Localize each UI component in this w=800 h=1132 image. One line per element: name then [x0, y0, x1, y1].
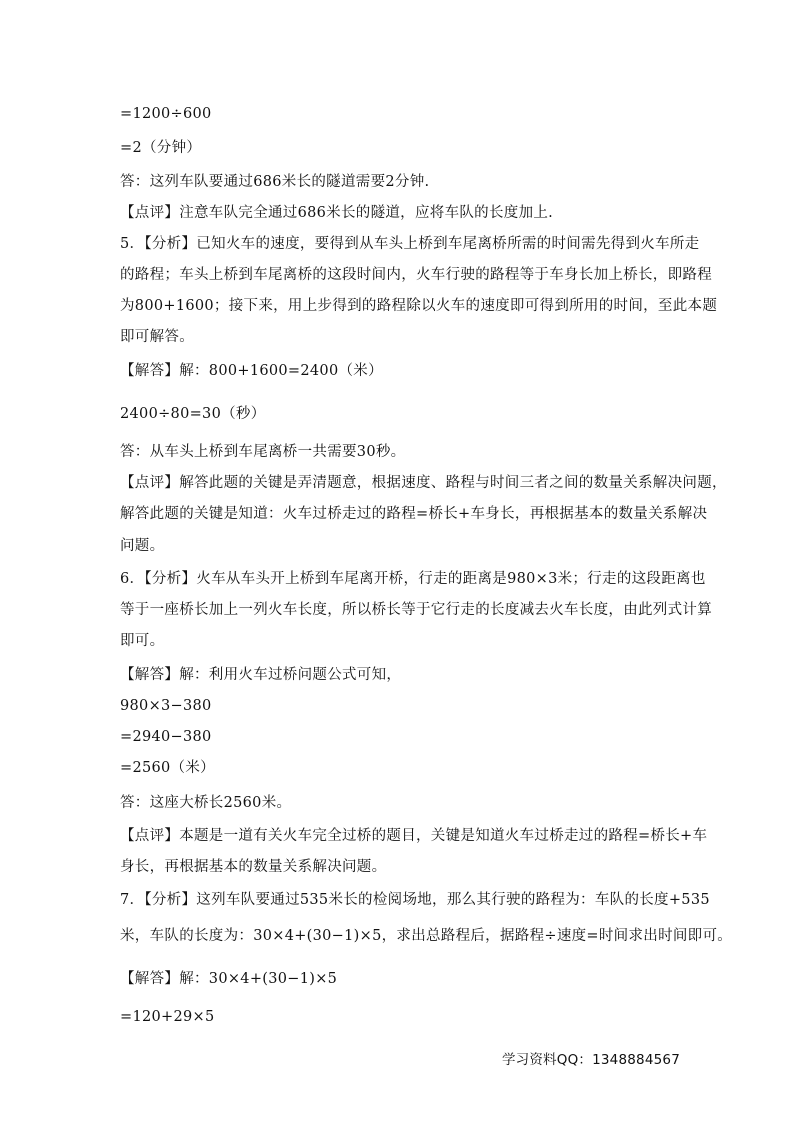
line-9: 【解答】解：800+1600=2400（米）: [120, 363, 383, 379]
line-20: =2940−380: [120, 729, 212, 745]
page-footer: 学习资料QQ：1348884567: [501, 1052, 680, 1068]
line-27: 【解答】解：30×4+(30−1)×5: [120, 971, 338, 987]
line-2: =2（分钟）: [120, 140, 202, 156]
line-12: 【点评】解答此题的关键是弄清题意，根据速度、路程与时间三者之间的数量关系解决问题，: [120, 475, 727, 491]
line-7: 为800+1600；接下来，用上步得到的路程除以火车的速度即可得到所用的时间，至此本题: [120, 298, 718, 314]
line-13: 解答此题的关键是知道：火车过桥走过的路程=桥长+车身长，再根据基本的数量关系解决: [120, 506, 708, 522]
line-24: 身长，再根据基本的数量关系解决问题。: [120, 859, 387, 875]
line-10: 2400÷80=30（秒）: [120, 406, 266, 422]
line-6: 的路程；车头上桥到车尾离桥的这段时间内，火车行驶的路程等于车身长加上桥长，即路程: [120, 267, 712, 283]
line-16: 等于一座桥长加上一列火车长度，所以桥长等于它行走的长度减去火车长度，由此列式计算: [120, 602, 712, 618]
line-26: 米，车队的长度为：30×4+(30−1)×5，求出总路程后，据路程÷速度=时间求出时间即可。: [120, 928, 733, 944]
line-19: 980×3−380: [120, 698, 212, 714]
line-8: 即可解答。: [120, 329, 194, 345]
line-25: 7．【分析】这列车队要通过535米长的检阅场地，那么其行驶的路程为：车队的长度+535: [120, 892, 710, 908]
line-11: 答：从车头上桥到车尾离桥一共需要30秒。: [120, 444, 406, 460]
line-23: 【点评】本题是一道有关火车完全过桥的题目，关键是知道火车过桥走过的路程=桥长+车: [120, 828, 708, 844]
line-18: 【解答】解：利用火车过桥问题公式可知，: [120, 667, 402, 683]
line-15: 6．【分析】火车从车头开上桥到车尾离开桥，行走的距离是980×3米；行走的这段距离也: [120, 571, 706, 587]
line-14: 问题。: [120, 538, 165, 554]
line-28: =120+29×5: [120, 1009, 215, 1025]
line-22: 答：这座大桥长2560米。: [120, 795, 292, 811]
line-3: 答：这列车队要通过686米长的隧道需要2分钟.: [120, 174, 430, 190]
line-1: =1200÷600: [120, 106, 212, 122]
line-5: 5．【分析】已知火车的速度，要得到从车头上桥到车尾离桥所需的时间需先得到火车所走: [120, 236, 700, 252]
line-4: 【点评】注意车队完全通过686米长的隧道，应将车队的长度加上.: [120, 205, 554, 221]
line-17: 即可。: [120, 633, 165, 649]
line-21: =2560（米）: [120, 760, 215, 776]
